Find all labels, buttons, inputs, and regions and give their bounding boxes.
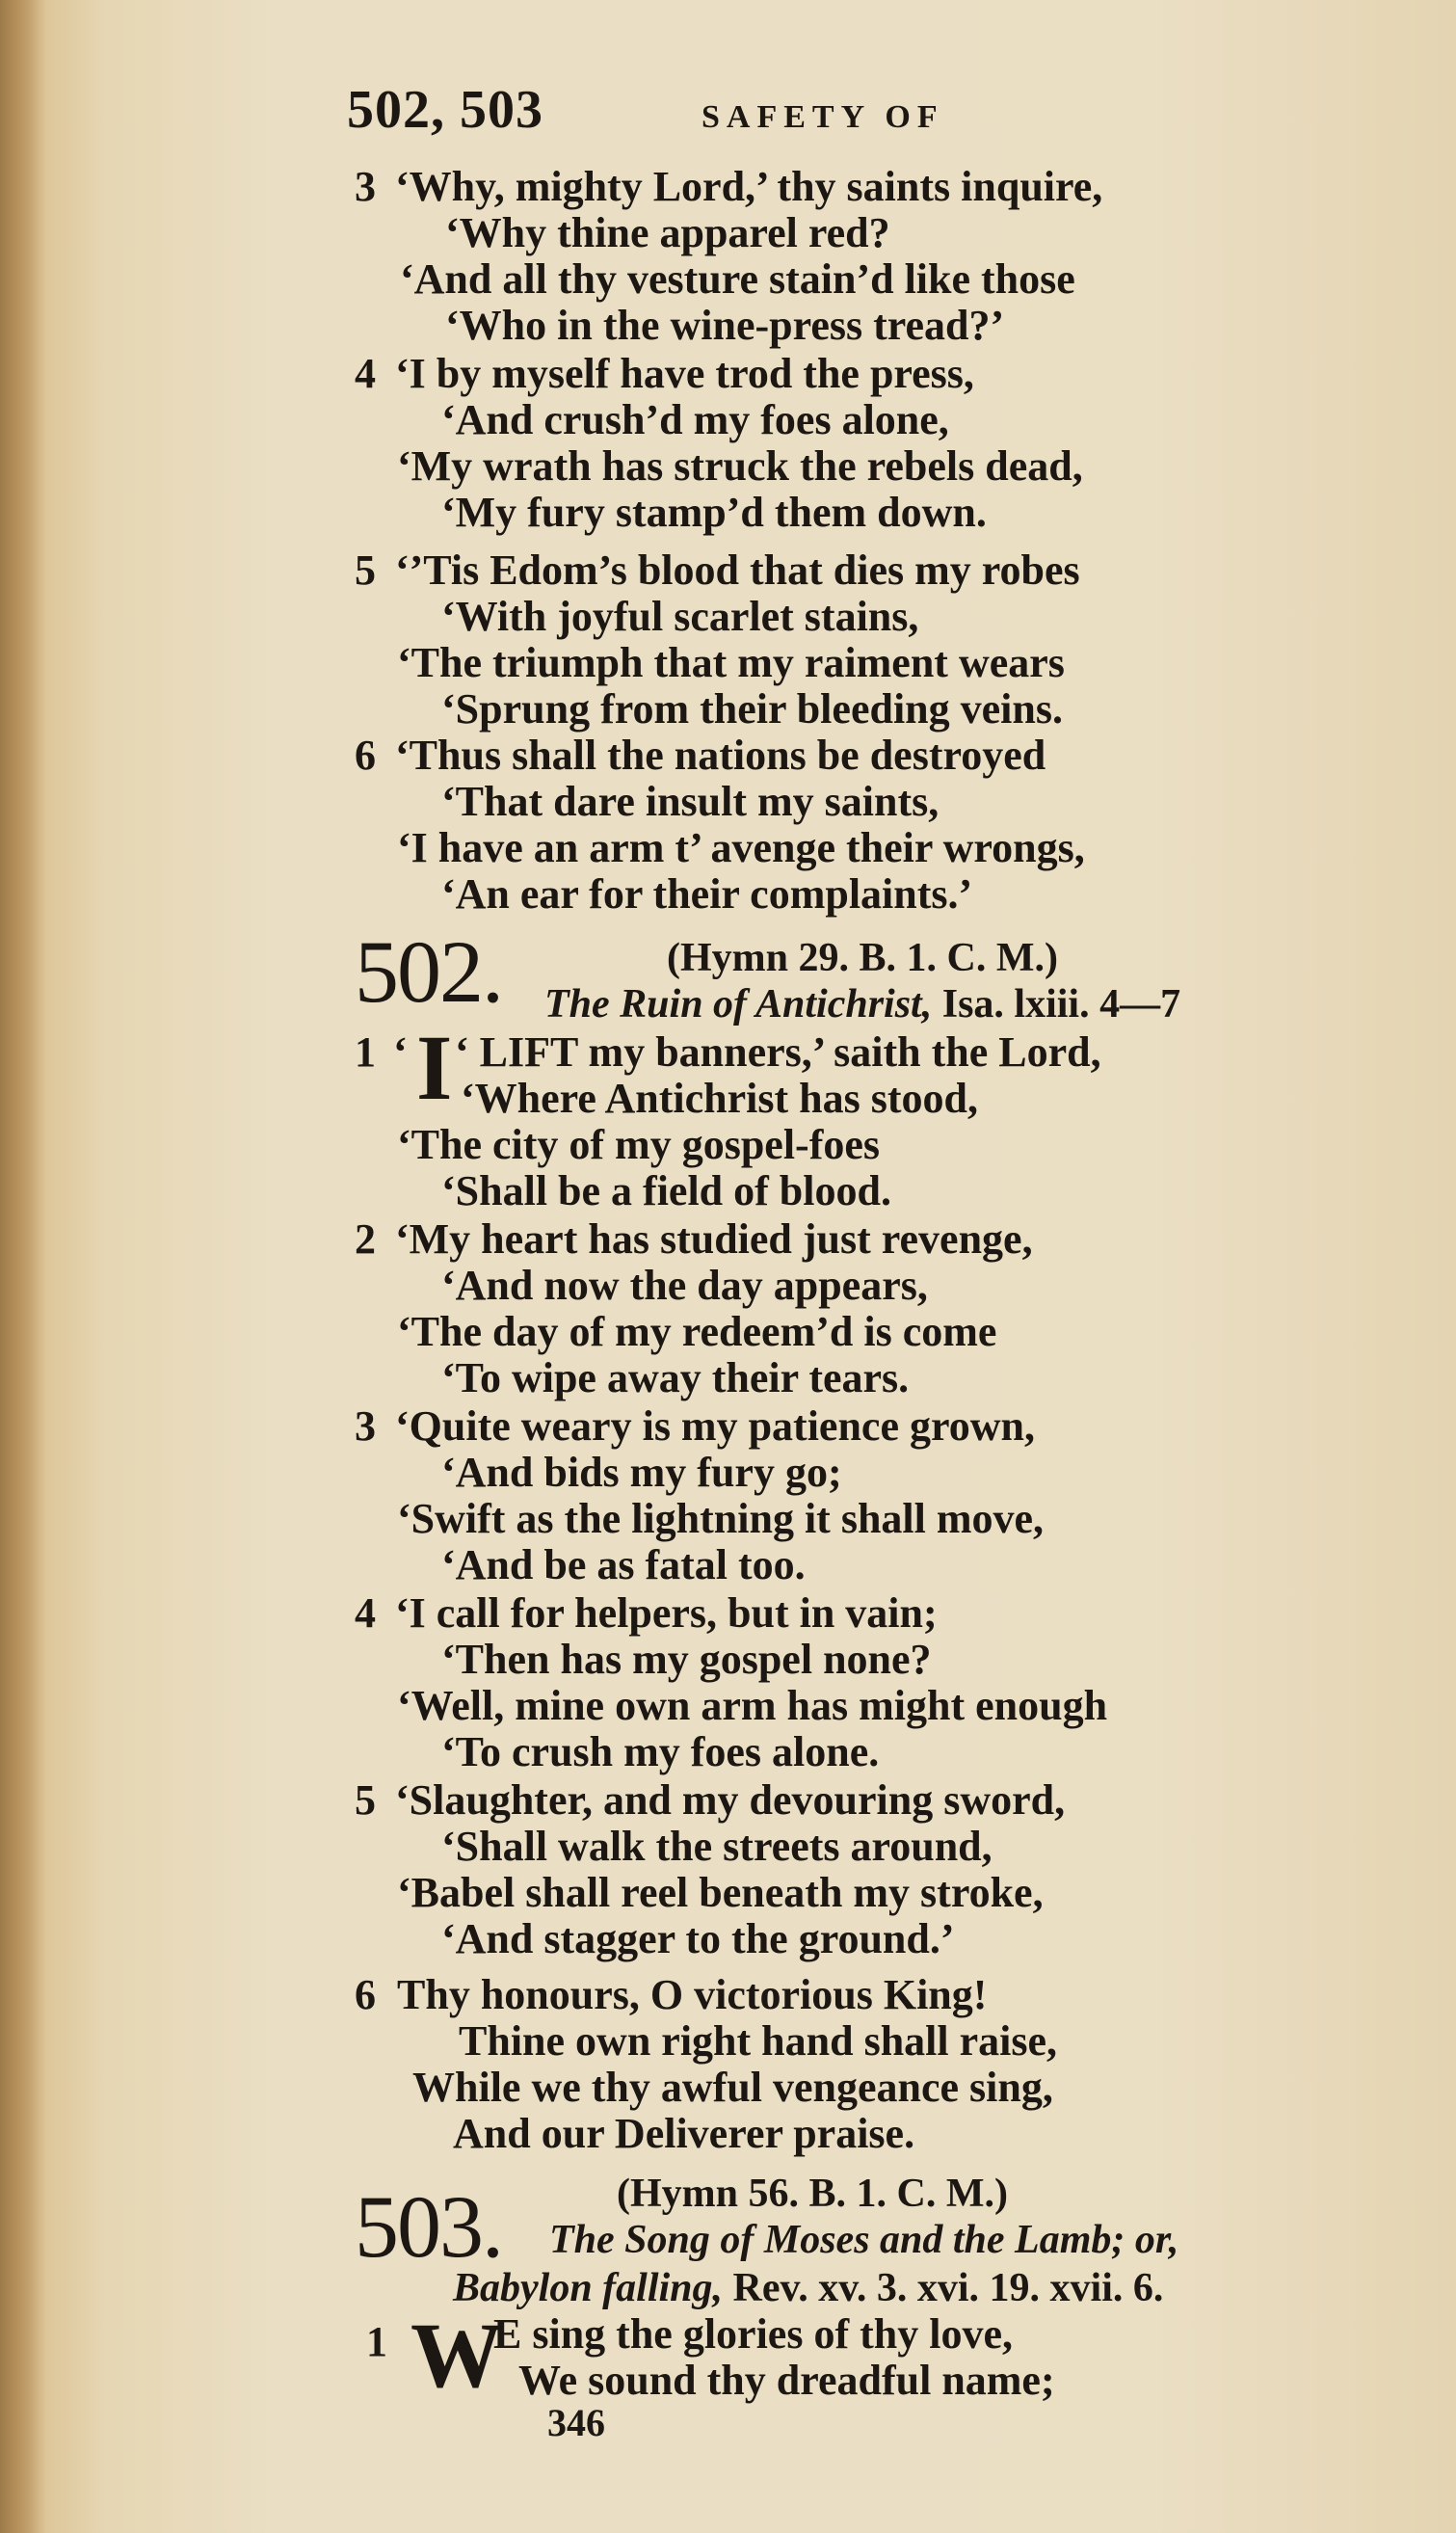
verse-line: ‘And crush’d my foes alone, — [441, 396, 949, 443]
verse-line: ‘My fury stamp’d them down. — [441, 489, 987, 536]
hymn-title — [544, 981, 1180, 1027]
stanza-number: 2 — [355, 1215, 376, 1263]
verse-line: ‘And stagger to the ground.’ — [441, 1915, 955, 1962]
hymn-title-italic: The Ruin of Antichrist, — [544, 982, 933, 1027]
hymn-meta: (Hymn 56. B. 1. C. M.) — [617, 2172, 1008, 2216]
verse-line: ‘I call for helpers, but in vain; — [395, 1589, 938, 1637]
header-running-title: SAFETY OF — [702, 99, 944, 135]
stanza-number: 3 — [355, 163, 376, 210]
stanza-number: 5 — [355, 547, 376, 594]
verse-line: ‘Why thine apparel red? — [445, 209, 890, 256]
verse-line: ‘My heart has studied just revenge, — [395, 1215, 1033, 1263]
verse-line: ‘Where Antichrist has stood, — [461, 1075, 978, 1122]
verse-line: ‘Thus shall the nations be destroyed — [395, 732, 1046, 779]
verse-line: ‘And bids my fury go; — [441, 1449, 842, 1496]
stanza-number: 3 — [355, 1402, 376, 1450]
drop-cap: I — [416, 1016, 453, 1119]
stanza-number: 6 — [355, 1971, 376, 2018]
verse-line: ‘Shall walk the streets around, — [441, 1823, 993, 1870]
verse-line: ‘Why, mighty Lord,’ thy saints inquire, — [395, 163, 1103, 210]
verse-line: ‘To wipe away their tears. — [441, 1354, 910, 1401]
hymn-meta: (Hymn 29. B. 1. C. M.) — [667, 936, 1058, 980]
verse-line: ‘Slaughter, and my devouring sword, — [395, 1776, 1066, 1824]
verse-line: ‘I by myself have trod the press, — [395, 350, 974, 397]
verse-line: While we thy awful vengeance sing, — [412, 2064, 1053, 2111]
verse-line: ‘My wrath has struck the rebels dead, — [397, 442, 1083, 490]
verse-line: ‘Babel shall reel beneath my stroke, — [397, 1869, 1044, 1916]
running-header — [347, 79, 944, 141]
stanza-number: 1 — [366, 2318, 387, 2365]
verse-line: And our Deliverer praise. — [453, 2110, 915, 2157]
stanza-number: 5 — [355, 1776, 376, 1824]
page-folio-number: 346 — [547, 2401, 605, 2444]
hymn-title — [453, 2265, 1163, 2311]
verse-line: ‘And all thy vesture stain’d like those — [400, 255, 1075, 303]
verse-line: ‘With joyful scarlet stains, — [441, 593, 919, 640]
verse-line: ‘The day of my redeem’d is come — [397, 1308, 997, 1355]
verse-line: ‘Sprung from their bleeding veins. — [441, 685, 1063, 733]
book-spine-shadow — [0, 0, 46, 2533]
hymn-scripture-ref: Isa. lxiii. 4—7 — [941, 982, 1181, 1027]
verse-line: ‘The triumph that my raiment wears — [397, 639, 1065, 686]
verse-line: E sing the glories of thy love, — [493, 2310, 1013, 2358]
drop-cap: W — [410, 2304, 503, 2407]
stanza-number: 6 — [355, 732, 376, 779]
verse-line: ‘And now the day appears, — [441, 1262, 928, 1309]
verse-line: ‘I have an arm t’ avenge their wrongs, — [397, 824, 1085, 871]
verse-line: ‘ — [393, 1028, 408, 1076]
hymn-scripture-ref: Rev. xv. 3. xvi. 19. xvii. 6. — [732, 2266, 1164, 2310]
verse-line: ‘’Tis Edom’s blood that dies my robes — [395, 547, 1080, 594]
verse-line: ‘Who in the wine-press tread?’ — [445, 302, 1005, 349]
verse-line: Thine own right hand shall raise, — [459, 2017, 1058, 2065]
verse-line: ‘Then has my gospel none? — [441, 1636, 932, 1683]
stanza-number: 4 — [355, 1589, 376, 1637]
verse-line: ‘To crush my foes alone. — [441, 1728, 880, 1775]
verse-line: ‘Quite weary is my patience grown, — [395, 1402, 1035, 1450]
stanza-number: 4 — [355, 350, 376, 397]
verse-line: ‘That dare insult my saints, — [441, 778, 940, 825]
verse-line: ‘Swift as the lightning it shall move, — [397, 1495, 1045, 1542]
verse-line: ‘ LIFT my banners,’ saith the Lord, — [455, 1028, 1101, 1076]
verse-line: ‘Well, mine own arm has might enough — [397, 1682, 1108, 1729]
hymn-number: 502. — [355, 922, 502, 1021]
verse-line: Thy honours, O victorious King! — [397, 1971, 988, 2018]
stanza-number: 1 — [355, 1028, 376, 1076]
verse-line: ‘An ear for their complaints.’ — [441, 870, 973, 918]
hymn-number: 503. — [355, 2177, 502, 2276]
hymn-title — [549, 2217, 1178, 2263]
header-page-numbers: 502, 503 — [347, 80, 543, 140]
verse-line: We sound thy dreadful name; — [518, 2357, 1055, 2404]
hymn-title-italic: The Song of Moses and the Lamb; or, — [549, 2218, 1179, 2262]
verse-line: ‘And be as fatal too. — [441, 1541, 806, 1588]
hymn-title-italic: Babylon falling, — [453, 2266, 724, 2310]
verse-line: ‘The city of my gospel-foes — [397, 1121, 881, 1168]
verse-line: ‘Shall be a field of blood. — [441, 1167, 891, 1214]
